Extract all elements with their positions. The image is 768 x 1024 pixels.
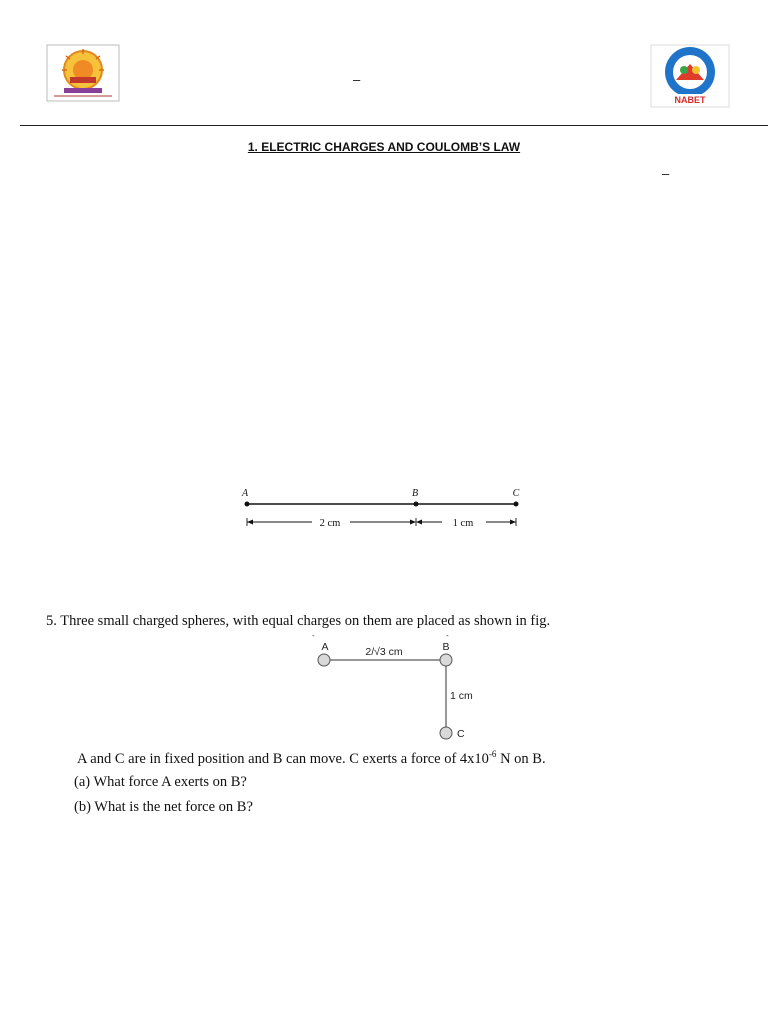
nabet-logo [650,44,730,108]
aditya-vidyashram-emblem-icon [46,44,120,102]
question-5-text: 5. Three small charged spheres, with equal charges on them are placed as shown in fig. [46,613,551,629]
figure2-sphere-b [440,654,452,666]
header-dash: – [353,72,361,87]
figure1-point-b [414,502,419,507]
figure1-dim-bc: 1 cm [452,518,474,529]
question-5-statement [77,749,546,768]
figure2-label-a: A [321,641,329,653]
figure1-label-a: A [241,488,249,499]
statement-exponent: -6 [488,749,497,759]
figure2-mark-b: - [446,632,449,640]
figure2-label-c: C [457,728,465,740]
figure1-point-a [245,502,250,507]
figure2-sphere-c [440,727,452,739]
question-5-part-b: (b) What is the net force on B? [74,799,253,815]
figure-three-spheres [300,632,480,744]
figure1-label-b: B [411,488,419,499]
figure2-sphere-a [318,654,330,666]
statement-main: A and C are in fixed position and B can move. C exerts a force of 4x10 [77,750,489,767]
statement-end: N on B. [496,750,546,767]
quality-school-governance-emblem-icon [650,44,730,108]
right-dash: – [662,166,670,181]
figure2-dim-bc: 1 cm [450,690,473,702]
figure1-dim-ab: 2 cm [319,518,341,529]
figure1-label-c: C [512,488,520,499]
figure1-point-c [514,502,519,507]
figure2-mark-a: - [312,632,315,640]
figure1-dimension-lines [247,518,516,526]
page-title: 1. ELECTRIC CHARGES AND COULOMB’S LAW [247,140,521,154]
question-5-part-a: (a) What force A exerts on B? [74,774,247,790]
school-logo [46,44,120,102]
header-divider [20,125,768,126]
figure2-dim-ab: 2/√3 cm [365,646,403,658]
figure2-label-b: B [442,641,450,653]
nabet-text: NABET [674,95,706,105]
figure-abc-line [230,482,530,542]
